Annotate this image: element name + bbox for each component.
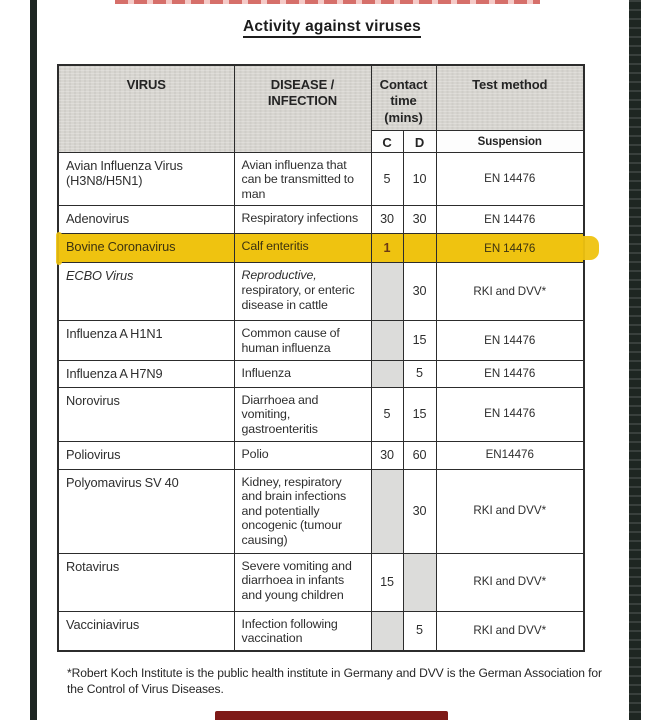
page-title <box>37 18 627 36</box>
disease-cell: Polio <box>234 441 371 469</box>
contact-time-c-cell: 15 <box>371 553 403 611</box>
contact-time-d-cell <box>403 234 436 263</box>
contact-time-d-cell: 5 <box>403 611 436 651</box>
virus-name-cell: Poliovirus <box>58 441 234 469</box>
table-row <box>58 441 584 469</box>
virus-name-cell: Vacciniavirus <box>58 611 234 651</box>
test-method-cell: EN 14476 <box>436 206 584 234</box>
virus-name-cell: Rotavirus <box>58 553 234 611</box>
subcol-header-d: D <box>403 130 436 152</box>
test-method-cell: EN14476 <box>436 441 584 469</box>
virus-name-cell: Bovine Coronavirus <box>58 234 234 263</box>
scan-edge-right <box>629 0 641 720</box>
page-title-text: Activity against viruses <box>243 18 421 38</box>
test-method-cell: RKI and DVV* <box>436 263 584 321</box>
virus-name-cell: Influenza A H1N1 <box>58 321 234 360</box>
disease-cell: Common cause of human influenza <box>234 321 371 360</box>
contact-time-d-cell: 5 <box>403 360 436 387</box>
table-row <box>58 263 584 321</box>
contact-time-c-cell <box>371 263 403 321</box>
table-row <box>58 234 584 263</box>
table-row <box>58 321 584 360</box>
contact-time-c-cell: 5 <box>371 152 403 206</box>
contact-time-c-cell <box>371 611 403 651</box>
col-header-virus: VIRUS <box>58 65 234 152</box>
contact-time-d-cell: 30 <box>403 263 436 321</box>
subcol-header-suspension: Suspension <box>436 130 584 152</box>
table-row <box>58 206 584 234</box>
test-method-cell: EN 14476 <box>436 387 584 441</box>
disease-cell: Influenza <box>234 360 371 387</box>
virus-name-cell: Avian Influenza Virus (H3N8/H5N1) <box>58 152 234 206</box>
disease-cell: Infection following vaccination <box>234 611 371 651</box>
virus-name-cell: Adenovirus <box>58 206 234 234</box>
disease-cell: Kidney, respiratory and brain infections and potentially oncogenic (tumour causing) <box>234 469 371 553</box>
contact-time-c-cell: 5 <box>371 387 403 441</box>
col-header-disease: DISEASE / INFECTION <box>234 65 371 152</box>
contact-time-c-cell: 30 <box>371 441 403 469</box>
virus-name-cell: Norovirus <box>58 387 234 441</box>
disease-cell: Severe vomiting and diarrhoea in infants and young children <box>234 553 371 611</box>
disease-cell: Respiratory infections <box>234 206 371 234</box>
footnote: *Robert Koch Institute is the public health institute in Germany and DVV is the German Association for the Control of Virus Diseases. <box>67 665 602 697</box>
disease-cell: Diarrhoea and vomiting, gastroenteritis <box>234 387 371 441</box>
contact-time-d-cell: 15 <box>403 321 436 360</box>
contact-time-c-cell: 1 <box>371 234 403 263</box>
table-row <box>58 611 584 651</box>
disease-cell: Calf enteritis <box>234 234 371 263</box>
test-method-cell: RKI and DVV* <box>436 611 584 651</box>
table-row <box>58 387 584 441</box>
test-method-cell: EN 14476 <box>436 360 584 387</box>
table-row <box>58 152 584 206</box>
contact-time-d-cell: 30 <box>403 469 436 553</box>
test-method-cell: EN 14476 <box>436 152 584 206</box>
contact-time-c-cell <box>371 469 403 553</box>
col-header-contact-time: Contact time (mins) <box>371 65 436 130</box>
subcol-header-c: C <box>371 130 403 152</box>
table-row <box>58 360 584 387</box>
virus-name-cell: Polyomavirus SV 40 <box>58 469 234 553</box>
contact-time-d-cell: 15 <box>403 387 436 441</box>
table-row <box>58 469 584 553</box>
test-method-cell: RKI and DVV* <box>436 553 584 611</box>
contact-time-c-cell: 30 <box>371 206 403 234</box>
cutoff-red-heading-bottom <box>215 711 448 720</box>
contact-time-d-cell: 30 <box>403 206 436 234</box>
test-method-cell: RKI and DVV* <box>436 469 584 553</box>
contact-time-d-cell: 10 <box>403 152 436 206</box>
test-method-cell: EN 14476 <box>436 234 584 263</box>
contact-time-c-cell <box>371 360 403 387</box>
test-method-cell: EN 14476 <box>436 321 584 360</box>
contact-time-c-cell <box>371 321 403 360</box>
table-row <box>58 553 584 611</box>
disease-cell: Avian influenza that can be transmitted to man <box>234 152 371 206</box>
virus-activity-table <box>57 64 585 652</box>
col-header-test-method: Test method <box>436 65 584 130</box>
virus-name-cell: ECBO Virus <box>58 263 234 321</box>
contact-time-d-cell: 60 <box>403 441 436 469</box>
disease-cell: Reproductive, respiratory, or enteric disease in cattle <box>234 263 371 321</box>
header-row <box>58 65 584 130</box>
cutoff-red-heading-top <box>115 0 540 4</box>
virus-name-cell: Influenza A H7N9 <box>58 360 234 387</box>
contact-time-d-cell <box>403 553 436 611</box>
scan-edge-left <box>30 0 37 720</box>
